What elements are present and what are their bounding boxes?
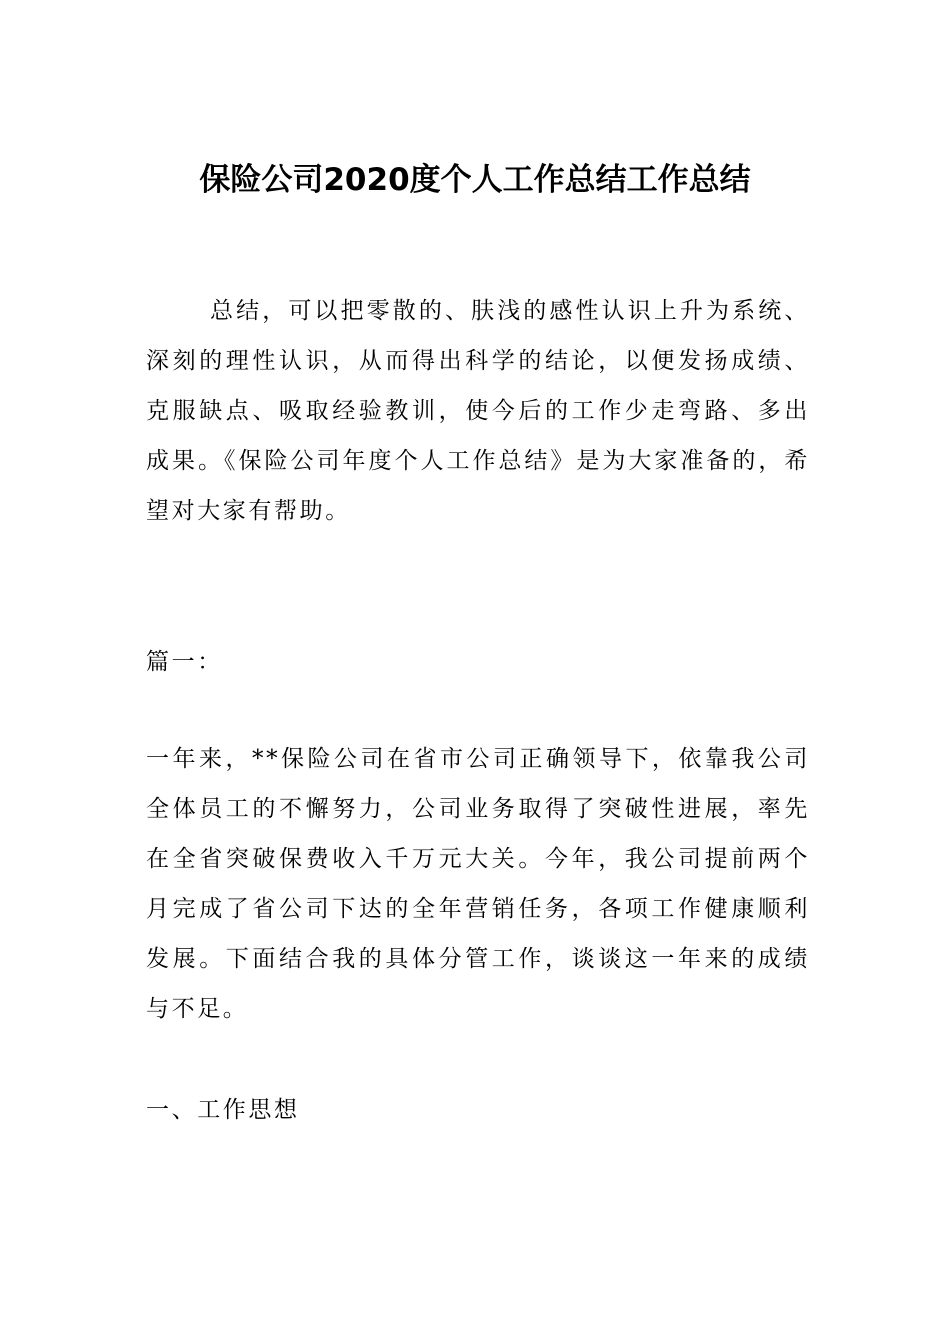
document-title: 保险公司2020度个人工作总结工作总结 [199,162,751,198]
body-paragraph: 一年来，**保险公司在省市公司正确领导下，依靠我公司全体员工的不懈努力，公司业务取得了突破性进展，率先在全省突破保费收入千万元大关。今年，我公司提前两个月完成了省公司下达的全年营销任务，各项工作健康顺利发展。下面结合我的具体分管工作，谈谈这一年来的成绩与不足。 [146,746,810,1022]
section-heading: 一、工作思想 [146,1097,300,1123]
section-label: 篇一： [146,649,223,675]
intro-paragraph: 总结，可以把零散的、肤浅的感性认识上升为系统、深刻的理性认识，从而得出科学的结论，以便发扬成绩、克服缺点、吸取经验教训，使今后的工作少走弯路、多出成果。《保险公司年度个人工作总结》是为大家准备的，希望对大家有帮助。 [146,298,810,524]
